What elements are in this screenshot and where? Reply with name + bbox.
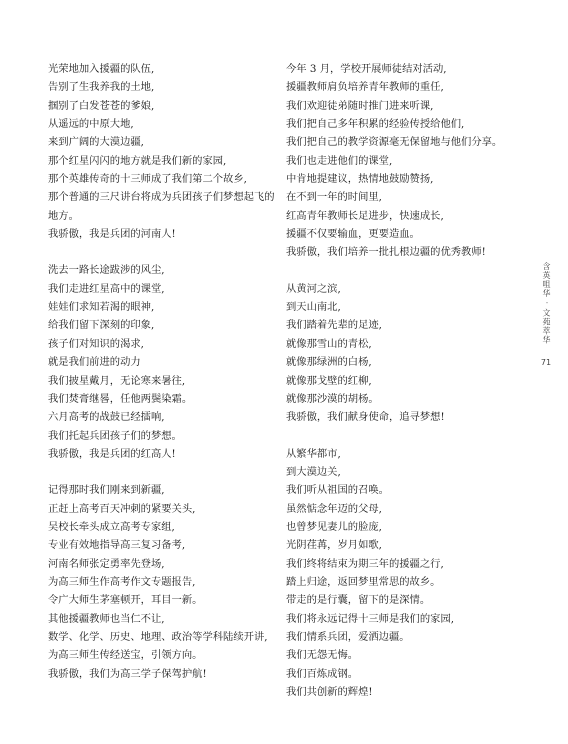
- poem-line: 我们百炼成钢。: [286, 667, 359, 680]
- poem-line: 就像那绿洲的白杨,: [286, 356, 372, 369]
- poem-line: 那个红星闪闪的地方就是我们新的家园,: [48, 154, 227, 167]
- poem-line: 数学、化学、历史、地理、政治等学科陆续开讲,: [48, 630, 268, 643]
- poem-stanza: [286, 445, 516, 702]
- poem-line: 就是我们前进的动力: [48, 356, 141, 369]
- poem-line: 光阴荏苒，岁月如歌,: [286, 539, 382, 552]
- poem-line: 我们踏着先辈的足迹,: [286, 319, 382, 332]
- poem-line: 我们听从祖国的召唤。: [286, 484, 389, 497]
- poem-stanza: [48, 261, 283, 463]
- poem-line: 我骄傲，我是兵团的红高人!: [48, 447, 176, 460]
- poem-line: 红高青年教师长足进步，快速成长,: [286, 209, 444, 222]
- poem-line: 在不到一年的时间里,: [286, 191, 382, 204]
- poem-line: 踏上归途，返回梦里常思的故乡。: [286, 575, 441, 588]
- poem-line: 从繁华都市,: [286, 447, 341, 460]
- poem-line: 娃娃们求知若渴的眼神,: [48, 301, 155, 314]
- poem-line: 我们也走进他们的课堂,: [286, 154, 393, 167]
- poem-line: 我们披星戴月，无论寒来暑往,: [48, 374, 186, 387]
- page-number: 71: [540, 357, 552, 367]
- poem-line: 那个英雄传奇的十三师成了我们第二个故乡,: [48, 173, 247, 186]
- poem-line: 虽然惦念年迈的父母,: [286, 502, 382, 515]
- poem-line: 专业有效地指导高三复习备考,: [48, 539, 186, 552]
- poem-line: 我们共创新的辉煌!: [286, 686, 373, 698]
- poem-line: 到大漠边关,: [286, 465, 341, 478]
- poem-line: 记得那时我们刚来到新疆,: [48, 484, 165, 497]
- poem-line: 六月高考的战鼓已经擂响,: [48, 411, 165, 424]
- poem-line: 今年 3 月，学校开展师徒结对活动,: [286, 63, 447, 75]
- poem-line: 我们焚膏继晷，任他两鬓染霜。: [48, 392, 193, 405]
- poem-line: 也曾梦见妻儿的脸庞,: [286, 520, 382, 533]
- poem-line: 我骄傲，我们献身使命，追寻梦想!: [286, 411, 445, 424]
- poem-line: 光荣地加入援疆的队伍,: [48, 63, 155, 75]
- running-header: [538, 262, 554, 368]
- poem-line: 我们情系兵团，爱洒边疆。: [286, 630, 410, 643]
- poem-line: 来到广阔的大漠边疆,: [48, 136, 144, 149]
- poem-stanza: [286, 280, 516, 427]
- poem-line: 从遥远的中原大地,: [48, 118, 134, 131]
- section-title: 含英咀华 · 文苑萃华: [542, 262, 551, 345]
- poem-line: 我们将永远记得十三师是我们的家园,: [286, 612, 455, 625]
- poem-line: 我骄傲，我们培养一批扎根边疆的优秀教师!: [286, 246, 486, 259]
- poem-line: 就像那沙漠的胡杨。: [286, 392, 379, 405]
- poem-stanza: [48, 60, 283, 243]
- poem-line: 洗去一路长途跋涉的风尘,: [48, 264, 165, 277]
- poem-line: 我骄傲，我是兵团的河南人!: [48, 228, 176, 241]
- poem-line: 正赶上高考百天冲刺的紧要关头,: [48, 502, 196, 515]
- poem-line: 掴别了白发苍苍的爹娘,: [48, 99, 155, 112]
- poem-line: 我们把自己多年积累的经验传授给他们,: [286, 118, 465, 131]
- poem-line: 我们终将结束为期三年的援疆之行,: [286, 557, 444, 570]
- poem-line: 其他援疆教师也当仁不让,: [48, 612, 165, 625]
- poem-line: 带走的是行囊，留下的是深情。: [286, 594, 431, 607]
- poem-line: 给我们留下深刻的印象,: [48, 319, 155, 332]
- poem-stanza: [286, 60, 516, 262]
- poem-line: 我们把自己的教学资源毫无保留地与他们分享。: [286, 136, 503, 149]
- poem-line: 我们欢迎徒弟随时推门进来听课,: [286, 99, 434, 112]
- left-column: [48, 60, 283, 701]
- poem-line: 为高三师生传经送宝，引领方向。: [48, 649, 203, 662]
- right-column: [286, 60, 516, 719]
- poem-line: 我骄傲，我们为高三学子保驾护航!: [48, 667, 207, 680]
- poem-line: 吴校长牵头成立高考专家组,: [48, 520, 175, 533]
- poem-line: 中肯地提建议，热情地鼓励赞扬,: [286, 173, 434, 186]
- poem-stanza: [48, 481, 283, 683]
- poem-line: 援疆不仅要输血，更要造血。: [286, 228, 420, 241]
- poem-line: 我们托起兵团孩子们的梦想。: [48, 429, 182, 442]
- poem-line: 我们走进红星高中的课堂,: [48, 282, 165, 295]
- poem-line: 从黄河之滨,: [286, 282, 341, 295]
- poem-line: 孩子们对知识的渴求,: [48, 337, 144, 350]
- poem-line: 河南名师张定勇率先登场,: [48, 557, 165, 570]
- poem-line: 为高三师生作高考作文专题报告,: [48, 575, 196, 588]
- poem-line: 我们无怨无悔。: [286, 649, 359, 662]
- poem-line: 就像那雪山的青松,: [286, 337, 372, 350]
- poem-line: 到天山南北,: [286, 301, 341, 314]
- poem-line: 就像那戈壁的红柳,: [286, 374, 372, 387]
- poem-line: 援疆教师肩负培养青年教师的重任,: [286, 81, 444, 94]
- poem-line: 那个普通的三尺讲台将成为兵团孩子们梦想起飞的地方。: [48, 191, 275, 222]
- poem-line: 令广大师生茅塞顿开，耳目一新。: [48, 594, 203, 607]
- poem-line: 告别了生我养我的土地,: [48, 81, 155, 94]
